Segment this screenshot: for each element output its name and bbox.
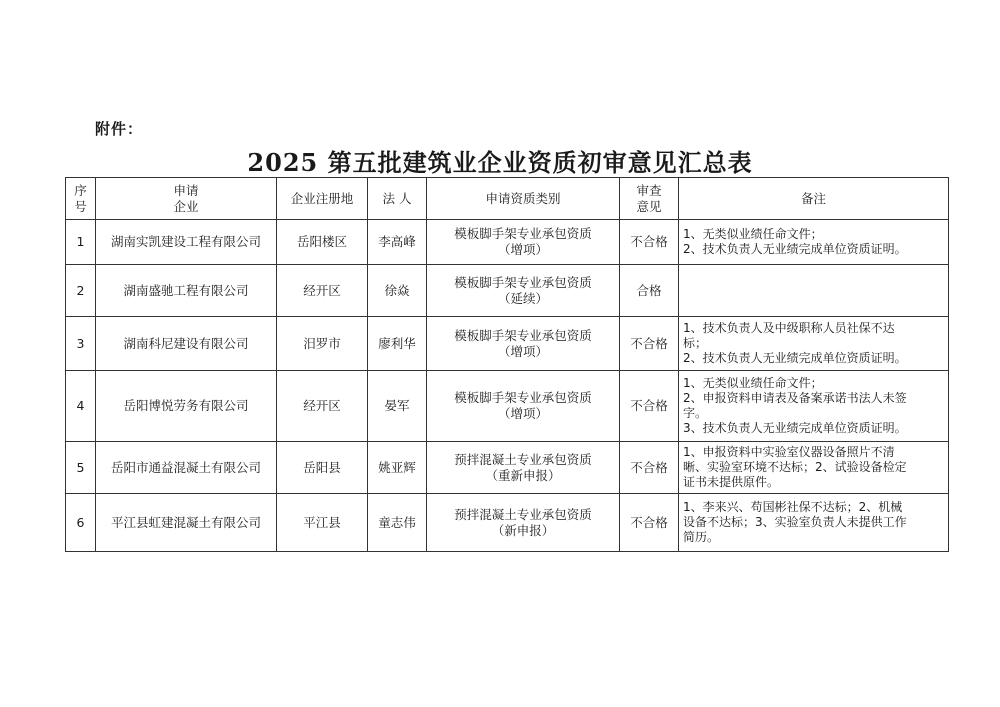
cell-location: 汨罗市 bbox=[277, 317, 368, 371]
cell-qualification: 模板脚手架专业承包资质 （延续） bbox=[427, 265, 620, 317]
col-header-location: 企业注册地 bbox=[277, 178, 368, 220]
cell-opinion: 合格 bbox=[620, 265, 679, 317]
table-row bbox=[66, 317, 949, 371]
cell-location: 岳阳县 bbox=[277, 442, 368, 494]
cell-remarks: 1、李来兴、苟国彬社保不达标；2、机械 设备不达标；3、实验室负责人未提供工作 简历。 bbox=[679, 494, 949, 552]
cell-qualification: 预拌混凝土专业承包资质 （重新申报） bbox=[427, 442, 620, 494]
cell-remarks: 1、技术负责人及中级职称人员社保不达 标； 2、技术负责人无业绩完成单位资质证明。 bbox=[679, 317, 949, 371]
cell-legal: 晏军 bbox=[368, 371, 427, 442]
cell-opinion: 不合格 bbox=[620, 220, 679, 265]
col-header-remarks: 备注 bbox=[679, 178, 949, 220]
table-row bbox=[66, 494, 949, 552]
cell-seq: 3 bbox=[66, 317, 96, 371]
cell-location: 岳阳楼区 bbox=[277, 220, 368, 265]
cell-seq: 4 bbox=[66, 371, 96, 442]
cell-company: 湖南实凯建设工程有限公司 bbox=[96, 220, 277, 265]
table-row bbox=[66, 220, 949, 265]
table-header-row bbox=[66, 178, 949, 220]
cell-opinion: 不合格 bbox=[620, 317, 679, 371]
col-header-legal: 法 人 bbox=[368, 178, 427, 220]
cell-legal: 姚亚辉 bbox=[368, 442, 427, 494]
cell-legal: 廖利华 bbox=[368, 317, 427, 371]
cell-opinion: 不合格 bbox=[620, 371, 679, 442]
cell-opinion: 不合格 bbox=[620, 442, 679, 494]
cell-remarks: 1、无类似业绩任命文件； 2、申报资料申请表及备案承诺书法人未签 字。 3、技术负责人无业绩完成单位资质证明。 bbox=[679, 371, 949, 442]
cell-seq: 6 bbox=[66, 494, 96, 552]
attachment-label: 附件： bbox=[95, 120, 144, 138]
document-title: 2025 第五批建筑业企业资质初审意见汇总表 bbox=[247, 148, 753, 177]
cell-company: 岳阳市通益混凝土有限公司 bbox=[96, 442, 277, 494]
cell-seq: 2 bbox=[66, 265, 96, 317]
table-row bbox=[66, 442, 949, 494]
col-header-seq: 序 号 bbox=[66, 178, 96, 220]
summary-table bbox=[65, 177, 949, 552]
cell-company: 平江县虹建混凝土有限公司 bbox=[96, 494, 277, 552]
cell-remarks: 1、申报资料中实验室仪器设备照片不清 晰、实验室环境不达标；2、试验设备检定 证书未提供原件。 bbox=[679, 442, 949, 494]
cell-company: 湖南科尼建设有限公司 bbox=[96, 317, 277, 371]
cell-legal: 童志伟 bbox=[368, 494, 427, 552]
table-row bbox=[66, 265, 949, 317]
cell-company: 湖南盛驰工程有限公司 bbox=[96, 265, 277, 317]
cell-legal: 李高峰 bbox=[368, 220, 427, 265]
col-header-qualification: 申请资质类别 bbox=[427, 178, 620, 220]
cell-qualification: 模板脚手架专业承包资质 （增项） bbox=[427, 317, 620, 371]
cell-company: 岳阳博悦劳务有限公司 bbox=[96, 371, 277, 442]
cell-location: 经开区 bbox=[277, 371, 368, 442]
col-header-company: 申请 企业 bbox=[96, 178, 277, 220]
cell-location: 平江县 bbox=[277, 494, 368, 552]
table-row bbox=[66, 371, 949, 442]
cell-qualification: 预拌混凝土专业承包资质 （新申报） bbox=[427, 494, 620, 552]
cell-qualification: 模板脚手架专业承包资质 （增项） bbox=[427, 371, 620, 442]
cell-remarks: 1、无类似业绩任命文件； 2、技术负责人无业绩完成单位资质证明。 bbox=[679, 220, 949, 265]
cell-qualification: 模板脚手架专业承包资质 （增项） bbox=[427, 220, 620, 265]
cell-opinion: 不合格 bbox=[620, 494, 679, 552]
cell-remarks bbox=[679, 265, 949, 317]
col-header-opinion: 审查 意见 bbox=[620, 178, 679, 220]
cell-seq: 1 bbox=[66, 220, 96, 265]
cell-seq: 5 bbox=[66, 442, 96, 494]
cell-legal: 徐焱 bbox=[368, 265, 427, 317]
cell-location: 经开区 bbox=[277, 265, 368, 317]
